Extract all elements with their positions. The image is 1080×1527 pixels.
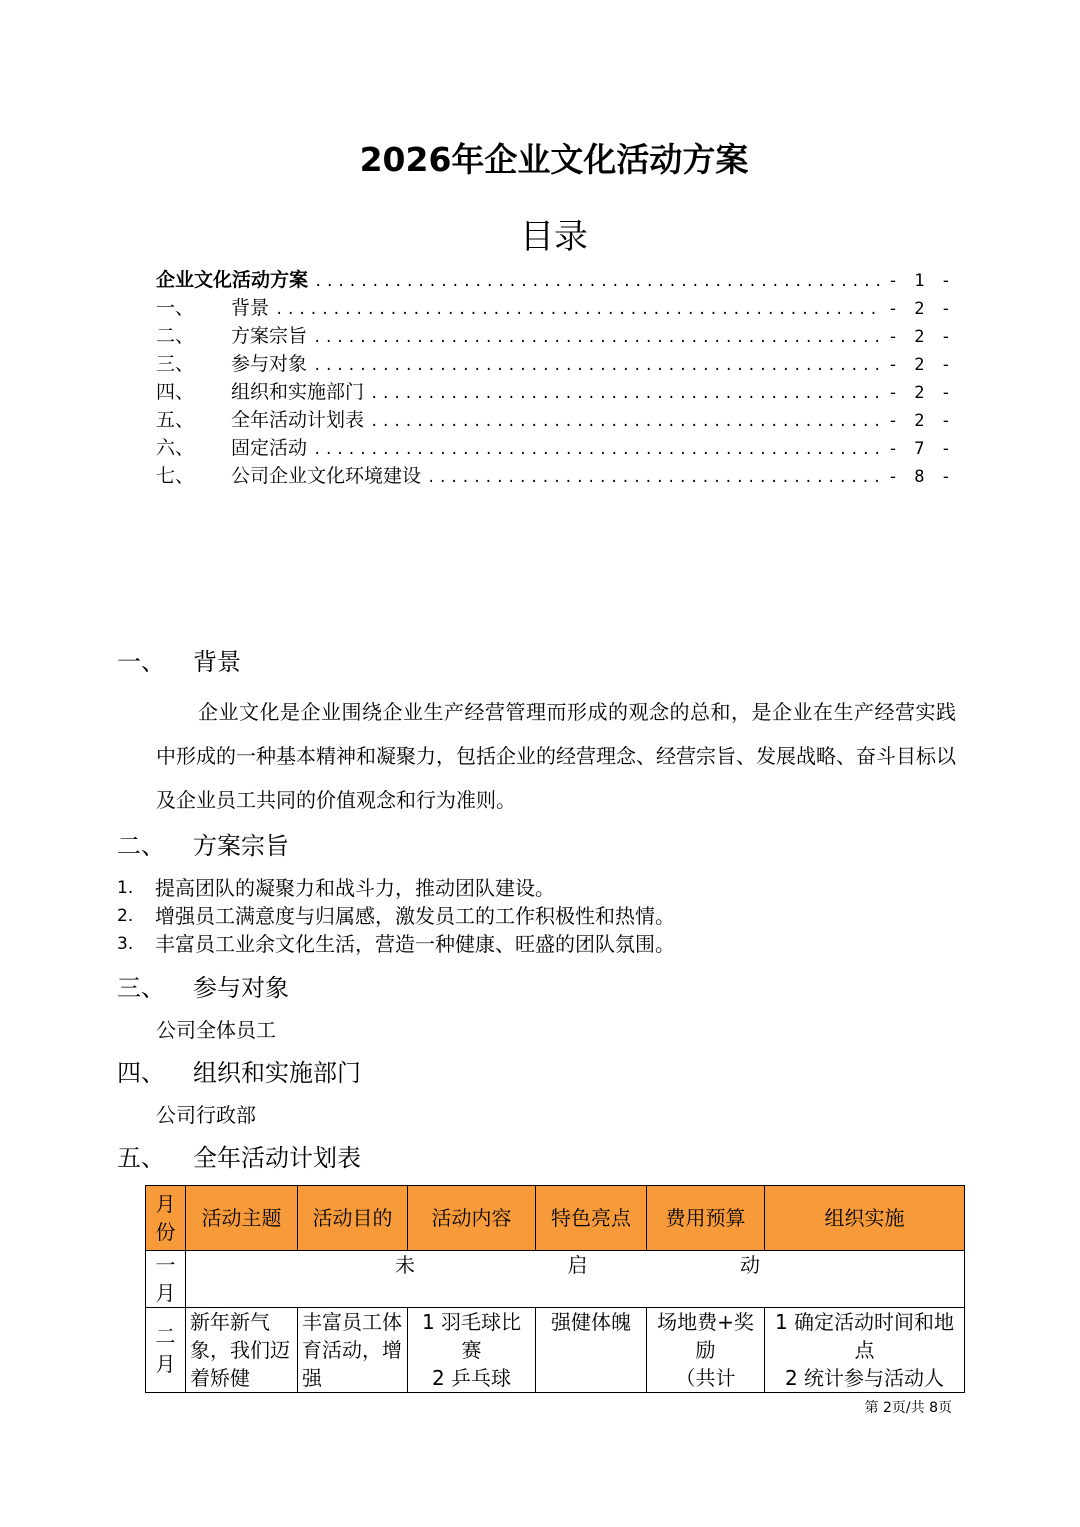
list-item-number: 3. [117, 934, 134, 954]
section-title: 全年活动计划表 [193, 1144, 361, 1172]
toc-entry-label: 组织和实施部门 [231, 381, 365, 403]
toc-leader-dots [370, 408, 882, 436]
toc-entry[interactable] [156, 350, 954, 378]
column-header-budget: 费用预算 [647, 1186, 765, 1251]
list-item [117, 930, 957, 958]
list-item-text: 增强员工满意度与归属感，激发员工的工作积极性和热情。 [155, 904, 675, 928]
cell-content: 1 羽毛球比赛 2 乒乓球 [408, 1308, 536, 1393]
toc-entry-page: - 2 - [887, 299, 954, 319]
section-number: 三、 [117, 974, 165, 1002]
cell-merged-status [186, 1251, 965, 1308]
toc-entry-label: 公司企业文化环境建设 [231, 465, 422, 487]
cell-theme: 新年新气象，我们迈着矫健 [186, 1308, 298, 1393]
toc-entry-number: 五、 [156, 409, 195, 431]
toc-leader-dots [313, 436, 882, 464]
toc-entry[interactable] [156, 406, 954, 434]
toc-entry-number: 三、 [156, 353, 195, 375]
toc-entry-number: 一、 [156, 297, 195, 319]
toc-entry-page: - 7 - [887, 439, 954, 459]
background-paragraph: 企业文化是企业围绕企业生产经营管理而形成的观念的总和，是企业在生产经营实践中形成的一种基本精神和凝聚力，包括企业的经营理念、经营宗旨、发展战略、奋斗目标以及企业员工共同的价值观念和行为准则。 [156, 700, 956, 812]
status-word: 动 [740, 1253, 760, 1277]
toc-entry-number: 二、 [156, 325, 195, 347]
toc-entry[interactable] [156, 378, 954, 406]
list-item-text: 提高团队的凝聚力和战斗力，推动团队建设。 [155, 876, 555, 900]
section-heading-department [117, 1057, 361, 1089]
activity-plan-table [145, 1185, 965, 1393]
toc-leader-dots [313, 352, 882, 380]
toc-entry[interactable] [156, 462, 954, 490]
section-title: 参与对象 [193, 974, 289, 1002]
column-header-month: 月份 [146, 1186, 186, 1251]
column-header-theme: 活动主题 [186, 1186, 298, 1251]
toc-entry[interactable] [156, 322, 954, 350]
cell-implementation: 1 确定活动时间和地点 2 统计参与活动人 [765, 1308, 965, 1393]
cell-highlight: 强健体魄 [536, 1308, 647, 1393]
toc-leader-dots [314, 268, 882, 296]
toc-entry-label: 企业文化活动方案 [156, 269, 309, 291]
toc-entry-label: 固定活动 [231, 437, 308, 459]
list-item [117, 874, 957, 902]
section-number: 五、 [117, 1144, 165, 1172]
list-item-number: 2. [117, 906, 134, 926]
toc-entry-label: 参与对象 [231, 353, 308, 375]
toc-entry-number: 七、 [156, 465, 195, 487]
toc-entry-page: - 2 - [887, 355, 954, 375]
section-title: 背景 [193, 648, 241, 676]
toc-entry-number: 六、 [156, 437, 195, 459]
section-title: 方案宗旨 [193, 832, 289, 860]
toc-leader-dots [313, 324, 882, 352]
list-item [117, 902, 957, 930]
toc-leader-dots [370, 380, 882, 408]
toc-entry-page: - 8 - [887, 467, 954, 487]
toc-entry-page: - 2 - [887, 327, 954, 347]
section-heading-background [117, 646, 241, 678]
toc-entry-page: - 1 - [887, 271, 954, 291]
table-header-row [146, 1186, 965, 1251]
section-heading-plan [117, 1142, 361, 1174]
toc-entry-label: 背景 [231, 297, 270, 319]
cell-budget: 场地费+奖励 （共计 [647, 1308, 765, 1393]
list-item-text: 丰富员工业余文化生活，营造一种健康、旺盛的团队氛围。 [155, 932, 675, 956]
column-header-purpose: 活动目的 [298, 1186, 408, 1251]
section-number: 四、 [117, 1059, 165, 1087]
table-row [146, 1308, 965, 1393]
cell-month: 一月 [146, 1251, 186, 1308]
toc-heading: 目录 [520, 217, 588, 257]
toc-leader-dots [427, 464, 882, 492]
column-header-highlight: 特色亮点 [536, 1186, 647, 1251]
section-heading-participants [117, 972, 289, 1004]
cell-purpose: 丰富员工体育活动，增强 [298, 1308, 408, 1393]
toc-entry-page: - 2 - [887, 383, 954, 403]
document-title: 2026年企业文化活动方案 [359, 140, 749, 179]
column-header-implementation: 组织实施 [765, 1186, 965, 1251]
status-word: 启 [567, 1253, 588, 1277]
page-number-footer: 第 2页/共 8页 [864, 1400, 952, 1416]
toc-entry-page: - 2 - [887, 411, 954, 431]
section-title: 组织和实施部门 [193, 1059, 361, 1087]
column-header-content: 活动内容 [408, 1186, 536, 1251]
status-word: 未 [395, 1253, 415, 1277]
section-number: 一、 [117, 648, 165, 676]
section-heading-purpose [117, 830, 289, 862]
toc-entry[interactable] [156, 266, 954, 294]
table-of-contents [156, 266, 954, 490]
toc-entry-number: 四、 [156, 381, 195, 403]
section-number: 二、 [117, 832, 165, 860]
department-text: 公司行政部 [156, 1103, 256, 1127]
list-item-number: 1. [117, 878, 134, 898]
participants-text: 公司全体员工 [156, 1018, 276, 1042]
toc-leader-dots [275, 296, 882, 324]
table-row [146, 1251, 965, 1308]
toc-entry-label: 全年活动计划表 [231, 409, 365, 431]
purpose-list [117, 874, 957, 958]
toc-entry[interactable] [156, 294, 954, 322]
toc-entry-label: 方案宗旨 [231, 325, 308, 347]
toc-entry[interactable] [156, 434, 954, 462]
cell-month: 二月 [146, 1308, 186, 1393]
